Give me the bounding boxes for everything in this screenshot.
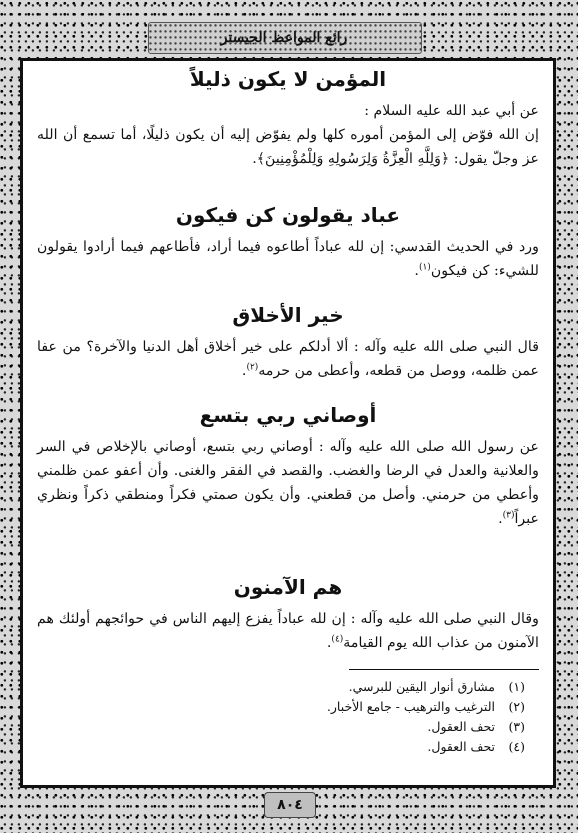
paragraph: عن أبي عبد الله عليه السلام : — [364, 103, 539, 119]
footnote-ref: (٣) — [502, 510, 515, 521]
footnote-text: الترغيب والترهيب - جامع الأخبار. — [326, 699, 495, 714]
section-1 — [37, 65, 539, 171]
footnotes — [37, 677, 525, 757]
footnote-item — [37, 697, 525, 717]
section-title: أوصاني ربي بتسع — [199, 403, 377, 427]
footnote-ref: (٤) — [331, 634, 344, 645]
paragraph-text: ورد في الحديث القدسي: إن لله عباداً أطاعوه فيما أراد، فأطاعهم فيما أرادوا يقولون للشيء: كن فيكون — [37, 239, 539, 279]
paragraph — [37, 607, 539, 655]
running-title: رائع المواعظ الجيستر — [220, 30, 348, 46]
paragraph — [37, 435, 539, 531]
footnote-number: (٣) — [508, 719, 525, 734]
paragraph — [37, 235, 539, 283]
footnote-ref: (٢) — [246, 362, 259, 373]
page-body — [20, 58, 556, 788]
paragraph: إن الله فوّض إلى المؤمن أموره كلها ولم يفوّض إليه أن يكون ذليلًا، أما تسمع أن الله عز وجلّ يقول: ﴿وَلِلَّهِ الْعِزَّةُ وَلِرَسُولِهِ وَلِلْمُؤْمِنِينَ﴾. — [37, 127, 539, 167]
page-number: ٨٠٤ — [264, 792, 316, 818]
section-title: المؤمن لا يكون ذليلاً — [189, 67, 387, 91]
footnote-number: (٤) — [508, 739, 525, 754]
paragraph-text: وقال النبي صلى الله عليه وآله : إن لله عباداً يفزع إليهم الناس في حوائجهم أولئك هم الآمنون من عذاب الله يوم القيامة — [37, 611, 539, 651]
section-2 — [37, 201, 539, 283]
section-5 — [37, 573, 539, 655]
section-title: خير الأخلاق — [232, 303, 344, 327]
paragraph-tail: . — [414, 263, 419, 279]
section-3 — [37, 301, 539, 383]
footnote-item — [37, 717, 525, 737]
paragraph-tail: . — [326, 635, 332, 651]
paragraph-tail: . — [241, 363, 247, 379]
paragraph — [37, 335, 539, 383]
footnote-item — [37, 677, 525, 697]
paragraph-tail: . — [498, 511, 503, 527]
footnote-item — [37, 737, 525, 757]
footnote-text: مشارق أنوار اليقين للبرسي. — [348, 679, 495, 694]
section-title: عباد يقولون كن فيكون — [175, 203, 401, 227]
paragraph-text: قال النبي صلى الله عليه وآله : ألا أدلكم على خير أخلاق أهل الدنيا والآخرة؟ من عفا عمن ظلمه، ووصل من قطعه، وأعطى من حرمه — [37, 339, 539, 379]
footnote-text: تحف العقول. — [427, 739, 495, 754]
footnote-ref: (١) — [418, 262, 431, 273]
paragraph-text: عن رسول الله صلى الله عليه وآله : أوصاني ربي بتسع، أوصاني بالإخلاص في السر والعلانية والعدل في الرضا والغضب. والقصد في الفقر والغنى. وأن أعفو عمن ظلمني وأعطي من حرمني. وأصل من قطعني. وأن يكون صمتي فكراً ومنطقي ذكراً ونظري عبراً — [37, 439, 539, 527]
footnote-number: (٢) — [508, 699, 525, 714]
footnote-rule — [349, 669, 539, 670]
footnote-text: تحف العقول. — [427, 719, 495, 734]
footnote-number: (١) — [508, 679, 525, 694]
section-4 — [37, 401, 539, 531]
section-title: هم الآمنون — [233, 575, 343, 599]
